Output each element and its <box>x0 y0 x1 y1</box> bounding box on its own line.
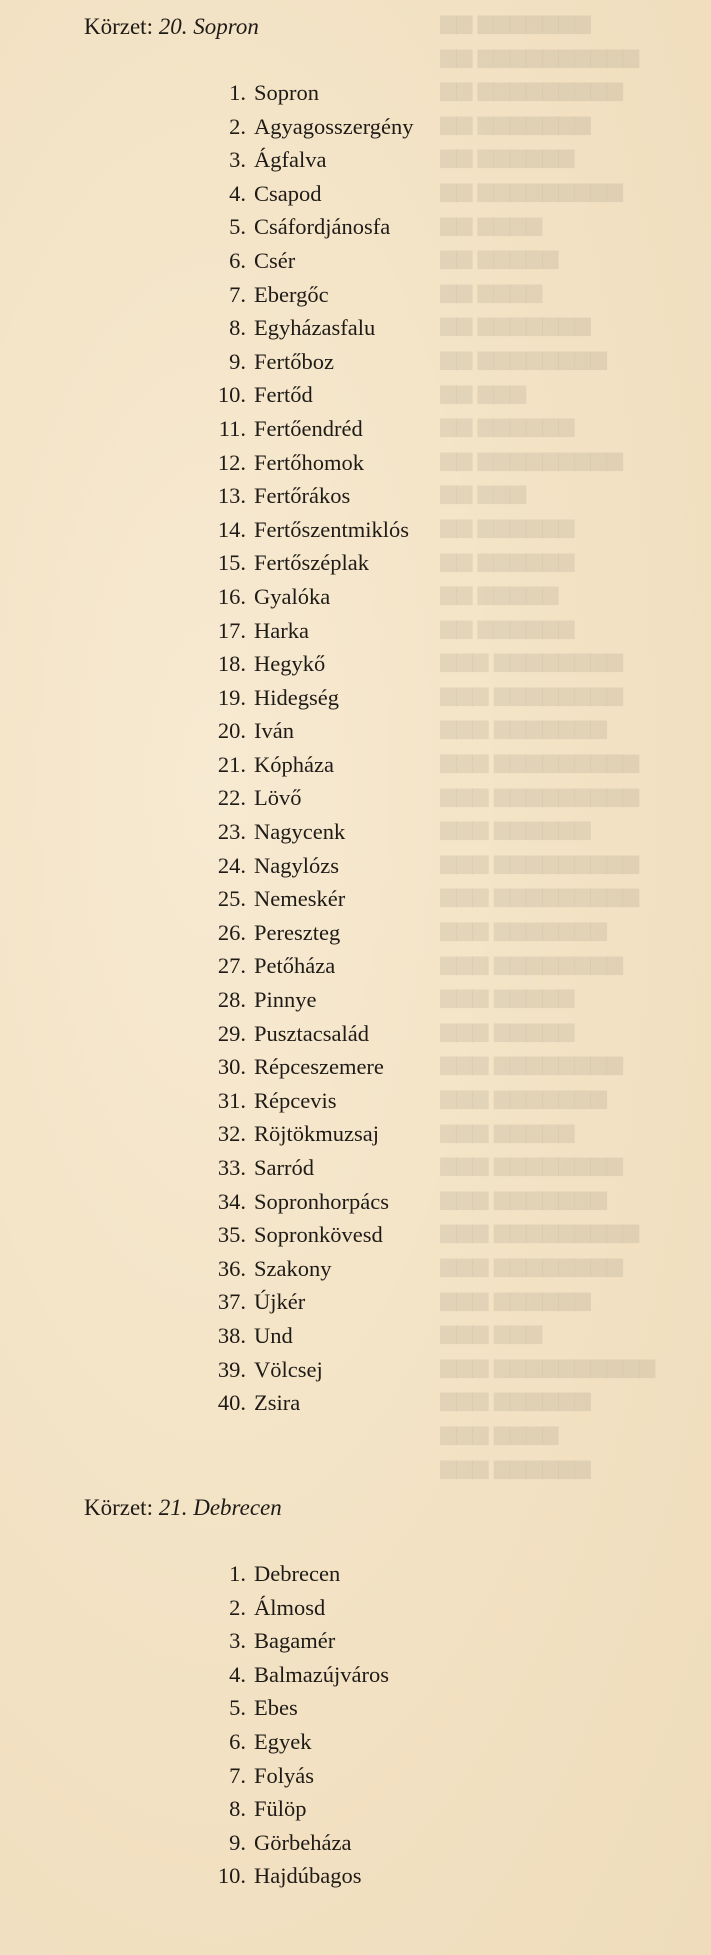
item-number: 16. <box>217 583 246 609</box>
list-item <box>190 1691 510 1725</box>
item-name: Agyagosszergény <box>254 113 414 139</box>
list-item <box>190 1084 510 1118</box>
list-item <box>190 949 510 983</box>
item-number: 1. <box>229 1561 246 1586</box>
item-name: Pereszteg <box>254 919 341 945</box>
list-item <box>190 1658 510 1692</box>
item-name: Harka <box>254 617 309 643</box>
list-item <box>190 1792 510 1826</box>
item-number: 15. <box>217 550 246 576</box>
item-number: 20. <box>217 718 246 744</box>
item-name: Ágfalva <box>254 147 327 173</box>
item-name: Nagylózs <box>254 852 339 878</box>
item-number: 30. <box>217 1054 246 1080</box>
item-name: Petőháza <box>254 953 336 979</box>
item-name: Debrecen <box>254 1561 341 1586</box>
item-name: Ebergőc <box>254 281 329 307</box>
item-name: Völcsej <box>254 1356 323 1382</box>
section-place: Sopron <box>193 14 259 39</box>
item-name: Fertőd <box>254 382 313 408</box>
item-name: Fertőszentmiklós <box>254 516 409 542</box>
list-item <box>190 278 510 312</box>
list-item <box>190 1117 510 1151</box>
section-number: 21. <box>158 1495 188 1520</box>
list-item <box>190 479 510 513</box>
item-number: 27. <box>217 953 246 979</box>
item-number: 3. <box>229 147 246 173</box>
item-name: Röjtökmuzsaj <box>254 1121 379 1147</box>
list-item <box>190 1859 510 1893</box>
item-name: Bagamér <box>254 1628 336 1654</box>
list-item <box>190 1050 510 1084</box>
list-item <box>190 614 510 648</box>
item-name: Pinnye <box>254 987 317 1013</box>
item-number: 29. <box>217 1020 246 1046</box>
item-name: Hajdúbagos <box>254 1863 362 1889</box>
item-number: 35. <box>217 1222 246 1248</box>
item-number: 34. <box>217 1188 246 1214</box>
list-item <box>190 1624 510 1658</box>
item-name: Görbeháza <box>254 1829 352 1855</box>
item-name: Und <box>254 1322 293 1348</box>
item-number: 26. <box>217 919 246 945</box>
item-number: 18. <box>217 651 246 677</box>
item-number: 37. <box>217 1289 246 1315</box>
item-name: Gyalóka <box>254 583 331 609</box>
item-number: 8. <box>229 315 246 341</box>
list-item <box>190 412 510 446</box>
item-number: 31. <box>217 1087 246 1113</box>
list-item <box>190 781 510 815</box>
item-number: 17. <box>217 617 246 643</box>
item-number: 5. <box>229 214 246 240</box>
list-item <box>190 1252 510 1286</box>
item-name: Folyás <box>254 1762 315 1788</box>
item-number: 6. <box>229 247 246 273</box>
list-item <box>190 143 510 177</box>
item-number: 40. <box>217 1390 246 1416</box>
list-item <box>190 916 510 950</box>
item-number: 10. <box>217 382 246 408</box>
list-item <box>190 849 510 883</box>
item-name: Lövő <box>254 785 302 811</box>
section-label: Körzet: <box>84 1495 153 1520</box>
item-name: Kópháza <box>254 751 334 777</box>
list-item <box>190 546 510 580</box>
list-item <box>190 1725 510 1759</box>
item-name: Csáfordjánosfa <box>254 214 391 240</box>
list-item <box>190 1386 510 1420</box>
item-number: 1. <box>229 80 246 105</box>
item-name: Fertőendréd <box>254 415 363 441</box>
list-item <box>190 76 510 110</box>
item-name: Álmosd <box>254 1594 326 1620</box>
list-item <box>190 1319 510 1353</box>
list-item <box>190 210 510 244</box>
item-number: 23. <box>217 819 246 845</box>
section-header-21 <box>84 1495 282 1521</box>
item-name: Nemeskér <box>254 886 346 912</box>
item-name: Zsira <box>254 1390 301 1416</box>
item-number: 3. <box>229 1628 246 1654</box>
list-item <box>190 446 510 480</box>
list-item <box>190 244 510 278</box>
settlement-list-20 <box>190 76 510 1420</box>
item-number: 8. <box>229 1796 246 1822</box>
list-item <box>190 1285 510 1319</box>
list-item <box>190 748 510 782</box>
item-name: Fertőszéplak <box>254 550 369 576</box>
list-item <box>190 177 510 211</box>
list-item <box>190 1826 510 1860</box>
list-item <box>190 311 510 345</box>
item-name: Újkér <box>254 1289 306 1315</box>
settlement-list-21 <box>190 1557 510 1893</box>
item-number: 38. <box>217 1322 246 1348</box>
list-item <box>190 647 510 681</box>
reverse-page-show-through: ▆▆ ▆▆▆▆▆▆▆ ▆▆ ▆▆▆▆▆▆▆▆▆▆ ▆▆ ▆▆▆▆▆▆▆▆▆ ▆▆ ▆▆▆▆▆▆▆ ▆▆ ▆▆▆▆▆▆ ▆▆ ▆▆▆▆▆▆▆▆▆ ▆▆ ▆▆▆▆ ▆▆ ▆▆▆▆▆ ▆▆ ▆▆▆▆ ▆▆ ▆▆▆▆▆▆▆ ▆▆ ▆▆▆▆▆▆▆▆ ▆▆ ▆▆▆ ▆▆ ▆▆▆▆▆▆ ▆▆ ▆▆▆▆▆▆▆▆▆ ▆▆ ▆▆▆ ▆▆ ▆▆▆▆▆▆ ▆▆ ▆▆▆▆▆▆ ▆▆ ▆▆▆▆▆ ▆▆ ▆▆▆▆▆▆ ▆▆▆ ▆▆▆▆▆▆▆▆ ▆▆▆ ▆▆▆▆▆▆▆▆ ▆▆▆ ▆▆▆▆▆▆▆ ▆▆▆ ▆▆▆▆▆▆▆▆▆ ▆▆▆ ▆▆▆▆▆▆▆▆▆ ▆▆▆ ▆▆▆▆▆▆ ▆▆▆ ▆▆▆▆▆▆▆▆▆ ▆▆▆ ▆▆▆▆▆▆▆▆▆ ▆▆▆ ▆▆▆▆▆▆▆ ▆▆▆ ▆▆▆▆▆▆▆▆ ▆▆▆ ▆▆▆▆▆ ▆▆▆ ▆▆▆▆▆ ▆▆▆ ▆▆▆▆▆▆▆▆ ▆▆▆ ▆▆▆▆▆▆▆ ▆▆▆ ▆▆▆▆▆ ▆▆▆ ▆▆▆▆▆▆▆▆ ▆▆▆ ▆▆▆▆▆▆▆ ▆▆▆ ▆▆▆▆▆▆▆▆▆ ▆▆▆ ▆▆▆▆▆▆▆▆ ▆▆▆ ▆▆▆▆▆▆ ▆▆▆ ▆▆▆ ▆▆▆ ▆▆▆▆▆▆▆▆▆▆ ▆▆▆ ▆▆▆▆▆▆ ▆▆▆ ▆▆▆▆ ▆▆▆ ▆▆▆▆▆▆ <box>440 10 656 1479</box>
item-name: Sopronhorpács <box>254 1188 389 1214</box>
item-number: 22. <box>217 785 246 811</box>
item-name: Egyek <box>254 1728 312 1754</box>
item-name: Pusztacsalád <box>254 1020 369 1046</box>
list-item <box>190 1557 510 1591</box>
item-number: 13. <box>217 483 246 509</box>
list-item <box>190 378 510 412</box>
item-name: Nagycenk <box>254 819 346 845</box>
list-item <box>190 882 510 916</box>
item-number: 32. <box>217 1121 246 1147</box>
item-name: Sarród <box>254 1155 314 1180</box>
item-number: 2. <box>229 1594 246 1620</box>
item-name: Szakony <box>254 1255 332 1281</box>
item-number: 14. <box>217 516 246 542</box>
item-number: 6. <box>229 1728 246 1754</box>
list-item <box>190 1185 510 1219</box>
item-name: Sopronkövesd <box>254 1222 383 1248</box>
item-number: 7. <box>229 281 246 307</box>
item-name: Fertőboz <box>254 348 334 374</box>
item-number: 7. <box>229 1762 246 1788</box>
list-item <box>190 345 510 379</box>
section-place: Debrecen <box>193 1495 282 1520</box>
item-number: 9. <box>229 1829 246 1855</box>
list-item <box>190 815 510 849</box>
item-name: Iván <box>254 718 294 744</box>
item-number: 36. <box>217 1255 246 1281</box>
list-item <box>190 110 510 144</box>
item-number: 19. <box>217 684 246 710</box>
item-number: 4. <box>229 1661 246 1687</box>
item-number: 9. <box>229 348 246 374</box>
list-item <box>190 1591 510 1625</box>
item-number: 25. <box>217 886 246 912</box>
list-item <box>190 983 510 1017</box>
item-number: 5. <box>229 1695 246 1721</box>
item-number: 24. <box>217 852 246 878</box>
list-item <box>190 1759 510 1793</box>
item-number: 21. <box>217 751 246 777</box>
item-number: 11. <box>218 415 246 441</box>
list-item <box>190 580 510 614</box>
list-item <box>190 1353 510 1387</box>
item-name: Sopron <box>254 80 320 105</box>
item-name: Balmazújváros <box>254 1661 389 1687</box>
list-item <box>190 1218 510 1252</box>
item-name: Fertőrákos <box>254 483 351 509</box>
item-number: 10. <box>217 1863 246 1889</box>
section-number: 20. <box>158 14 188 39</box>
item-number: 28. <box>217 987 246 1013</box>
list-item <box>190 1017 510 1051</box>
item-name: Csér <box>254 247 296 273</box>
item-name: Fülöp <box>254 1796 307 1822</box>
item-name: Csapod <box>254 180 322 206</box>
item-name: Egyházasfalu <box>254 315 376 341</box>
list-item <box>190 681 510 715</box>
item-name: Hidegség <box>254 684 339 710</box>
list-item <box>190 714 510 748</box>
item-number: 4. <box>229 180 246 206</box>
item-name: Répcevis <box>254 1087 337 1113</box>
item-number: 33. <box>217 1155 246 1180</box>
item-name: Hegykő <box>254 651 326 677</box>
item-number: 39. <box>217 1356 246 1382</box>
item-name: Ebes <box>254 1695 298 1721</box>
item-number: 2. <box>229 113 246 139</box>
list-item <box>190 513 510 547</box>
section-label: Körzet: <box>84 14 153 39</box>
list-item <box>190 1151 510 1185</box>
item-name: Fertőhomok <box>254 449 364 475</box>
item-name: Répceszemere <box>254 1054 384 1080</box>
item-number: 12. <box>217 449 246 475</box>
section-header-20 <box>84 14 259 40</box>
